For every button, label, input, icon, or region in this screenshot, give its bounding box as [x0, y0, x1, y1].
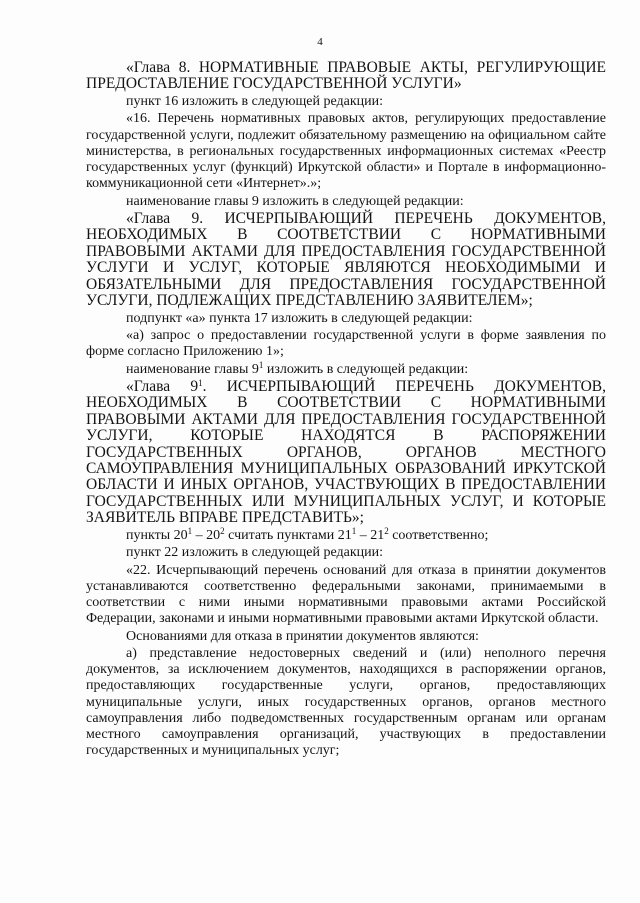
superscript: 2 [220, 525, 225, 536]
paragraph: а) представление недостоверных сведений и (или) неполного перечня документов, за исключением документов, находящихся в распоряжении органов, предоставляющих государственные услуги, органов, предоставляющих муниципальные услуги, иных государственных органов, органов местного самоуправления либо подведомственных государственным органам или органам местного самоуправления организаций, участвующих в предоставлении государственных и муниципальных услуг; [86, 646, 606, 759]
paragraph: наименование главы 9 изложить в следующей редакции: [126, 193, 464, 209]
paragraph: «а) запрос о предоставлении государственной услуги в форме заявления по форме согласно Приложению 1»; [86, 328, 606, 360]
paragraph: подпункт «а» пункта 17 изложить в следующей редакции: [126, 310, 473, 326]
superscript: 1 [351, 525, 357, 536]
paragraph [86, 525, 606, 544]
superscript: 1 [198, 377, 203, 388]
text-run: изложить в следующей редакции: [263, 361, 469, 377]
paragraph: «Глава 9. ИСЧЕРПЫВАЮЩИЙ ПЕРЕЧЕНЬ ДОКУМЕНТОВ, НЕОБХОДИМЫХ В СООТВЕТСТВИИ С НОРМАТИВНЫМИ ПРАВОВЫМИ АКТАМИ ДЛЯ ПРЕДОСТАВЛЕНИЯ ГОСУДАРСТВЕННОЙ УСЛУГИ И УСЛУГ, КОТОРЫЕ ЯВЛЯЮТСЯ НЕОБХОДИМЫМИ И ОБЯЗАТЕЛЬНЫМИ ДЛЯ ПРЕДОСТАВЛЕНИЯ ГОСУДАРСТВЕННОЙ УСЛУГИ, ПОДЛЕЖАЩИХ ПРЕДСТАВЛЕНИЮ ЗАЯВИТЕЛЕМ»; [86, 209, 606, 310]
paragraph: «16. Перечень нормативных правовых актов, регулирующих предоставление государственной услуги, подлежит обязательному размещению на официальном сайте министерства, в региональных государственных информационных системах «Реестр государственных услуг (функций) Иркутской области» и Портале в информационно-коммуникационной сети «Интернет».»; [86, 111, 606, 192]
text-run: . ИСЧЕРПЫВАЮЩИЙ ПЕРЕЧЕНЬ ДОКУМЕНТОВ, НЕОБХОДИМЫХ В СООТВЕТСТВИИ С НОРМАТИВНЫМИ ПРАВОВЫМИ АКТАМИ ДЛЯ ПРЕДОСТАВЛЕНИЯ ГОСУДАРСТВЕННОЙ УСЛУГИ, КОТОРЫЕ НАХОДЯТСЯ В РАСПОРЯЖЕНИИ ГОСУДАРСТВЕННЫХ ОРГАНОВ, ОРГАНОВ МЕСТНОГО САМОУПРАВЛЕНИЯ МУНИЦИПАЛЬНЫХ ОБРАЗОВАНИЙ ИРКУТСКОЙ ОБЛАСТИ И ИНЫХ ОРГАНОВ, УЧАСТВУЮЩИХ В ПРЕДОСТАВЛЕНИИ ГОСУДАРСТВЕННЫХ ИЛИ МУНИЦИПАЛЬНЫХ УСЛУГ, И КОТОРЫЕ ЗАЯВИТЕЛЬ ВПРАВЕ ПРЕДСТАВИТЬ»; [86, 377, 606, 527]
paragraph: пункт 16 изложить в следующей редакции: [126, 94, 383, 109]
superscript: 1 [258, 359, 264, 370]
paragraph [86, 379, 606, 527]
paragraph: пункт 22 изложить в следующей редакции: [126, 545, 383, 561]
paragraph: Основаниями для отказа в принятии документов являются: [126, 628, 479, 644]
text-run: – 21 [356, 527, 385, 543]
text-run: наименование главы 9 [126, 361, 259, 377]
text-run: пункты 20 [126, 527, 188, 543]
paragraph: «Глава 8. НОРМАТИВНЫЕ ПРАВОВЫЕ АКТЫ, РЕГУЛИРУЮЩИЕ ПРЕДОСТАВЛЕНИЕ ГОСУДАРСТВЕННОЙ УСЛУГИ» [86, 59, 606, 93]
paragraph [86, 359, 606, 378]
superscript: 2 [384, 525, 389, 536]
text-run: – 20 [192, 527, 221, 543]
text-run: соответственно; [388, 527, 489, 543]
superscript: 1 [187, 525, 193, 536]
document-body [86, 60, 606, 759]
text-run: «Глава 9 [126, 377, 199, 395]
text-run: считать пунктами 21 [224, 527, 352, 543]
paragraph: «22. Исчерпывающий перечень оснований для отказа в принятии документов устанавливаются соответственно федеральными законами, принимаемыми в соответствии с ними иными нормативными правовыми актами Российской Федерации, законами и иными нормативными правовыми актами Иркутской области. [86, 562, 606, 627]
page-number: 4 [317, 36, 323, 48]
